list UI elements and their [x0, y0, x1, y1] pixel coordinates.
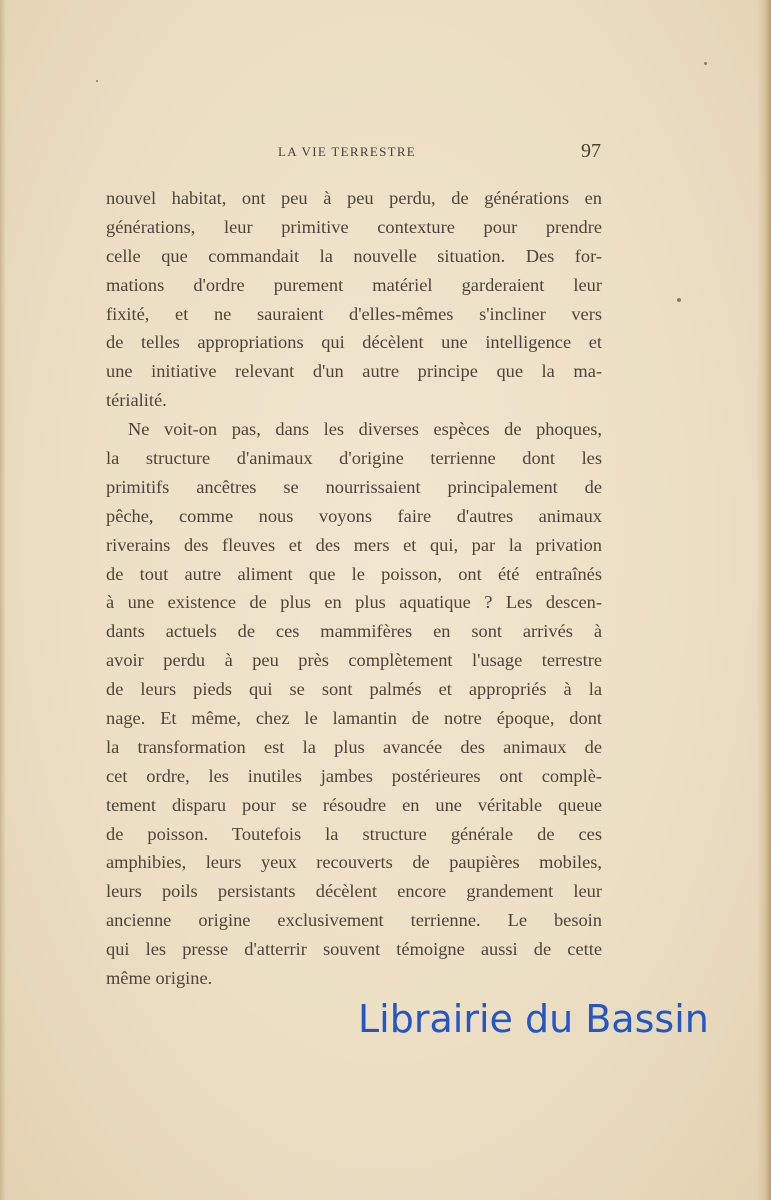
text-line: pêche, comme nous voyons faire d'autres animaux [106, 505, 602, 526]
text-line: Ne voit-on pas, dans les diverses espèces de phoques, [128, 419, 602, 440]
text-line: générations, leur primitive contexture pour prendre [106, 216, 602, 237]
page-right-edge-shadow [757, 0, 771, 1200]
text-line: celle que commandait la nouvelle situation. Des for- [106, 245, 602, 266]
text-line: une initiative relevant d'un autre principe que la ma- [106, 361, 602, 382]
paper-speck [96, 80, 98, 82]
page-number: 97 [581, 140, 601, 162]
text-line: cet ordre, les inutiles jambes postérieures ont complè- [106, 765, 602, 786]
text-line: même origine. [106, 968, 213, 989]
text-line: tement disparu pour se résoudre en une véritable queue [106, 794, 602, 815]
running-head: LA VIE TERRESTRE [278, 144, 417, 159]
paper-speck [704, 62, 707, 65]
text-line: térialité. [106, 390, 167, 411]
text-line: primitifs ancêtres se nourrissaient principalement de [106, 476, 602, 497]
text-line: qui les presse d'atterrir souvent témoigne aussi de cette [106, 939, 602, 960]
page-left-edge-shadow [0, 0, 6, 1200]
text-line: de telles appropriations qui décèlent une intelligence et [106, 332, 602, 353]
text-line: la structure d'animaux d'origine terrienne dont les [106, 448, 602, 469]
text-line: fixité, et ne sauraient d'elles-mêmes s'incliner vers [106, 303, 602, 324]
text-line: de leurs pieds qui se sont palmés et appropriés à la [106, 679, 602, 700]
paper-speck [677, 298, 681, 302]
text-line: leurs poils persistants décèlent encore grandement leur [106, 881, 602, 902]
text-line: riverains des fleuves et des mers et qui, par la privation [106, 534, 602, 555]
text-line: mations d'ordre purement matériel garderaient leur [106, 274, 602, 295]
text-line: de poisson. Toutefois la structure générale de ces [106, 823, 602, 844]
watermark: Librairie du Bassin [358, 997, 709, 1041]
text-line: nage. Et même, chez le lamantin de notre époque, dont [106, 708, 602, 729]
text-line: dants actuels de ces mammifères en sont arrivés à [106, 621, 602, 642]
text-line: la transformation est la plus avancée des animaux de [106, 736, 602, 757]
text-line: nouvel habitat, ont peu à peu perdu, de générations en [106, 188, 602, 208]
text-line: à une existence de plus en plus aquatique ? Les descen- [106, 592, 602, 613]
text-line: avoir perdu à peu près complètement l'usage terrestre [106, 650, 602, 671]
text-line: de tout autre aliment que le poisson, ont été entraînés [106, 563, 602, 584]
body-text [106, 184, 602, 993]
text-line: amphibies, leurs yeux recouverts de paupières mobiles, [106, 852, 602, 873]
text-line: ancienne origine exclusivement terrienne. Le besoin [106, 910, 602, 931]
